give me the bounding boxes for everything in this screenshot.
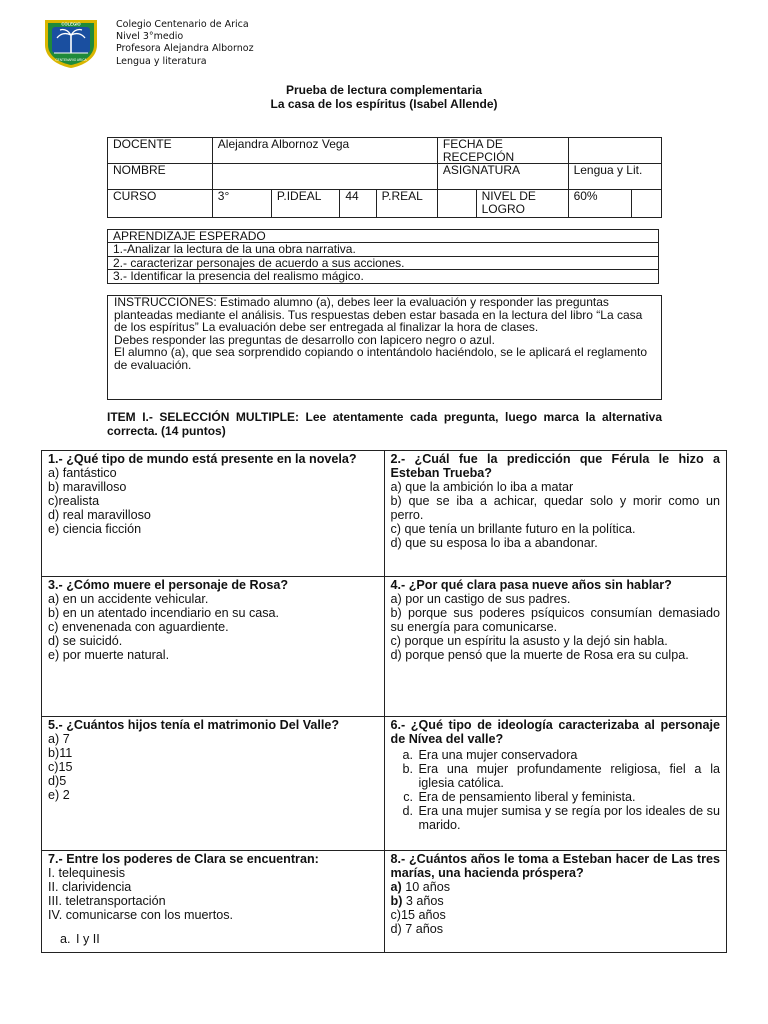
answer-option[interactable] (391, 880, 721, 894)
answer-option[interactable]: b) en un atentado incendiario en su casa. (48, 606, 280, 620)
answer-list (391, 748, 721, 832)
answer-option[interactable]: b) porque sus poderes psíquicos consumían demasiado su energía para comunicarse. (390, 606, 720, 634)
answer-option[interactable]: d)5 (48, 774, 67, 788)
school-subject: Lengua y literatura (116, 55, 207, 67)
asignatura-value: Lengua y Lit. (568, 164, 661, 190)
nombre-value[interactable] (212, 164, 437, 190)
answer-option[interactable]: a. I y II (74, 932, 378, 946)
answer-option[interactable]: c)realista (48, 494, 100, 508)
answer-option[interactable]: c) que tenía un brillante futuro en la política. (390, 522, 636, 536)
question-cell (384, 851, 727, 953)
question-title: 5.- ¿Cuántos hijos tenía el matrimonio Del Valle? (48, 718, 340, 732)
pideal-label: P.IDEAL (271, 190, 339, 218)
nivel-label: NIVEL DE LOGRO (476, 190, 568, 218)
school-teacher: Profesora Alejandra Albornoz (116, 43, 254, 55)
question-cell (42, 577, 385, 717)
answer-option[interactable]: a) por un castigo de sus padres. (390, 592, 571, 606)
question-cell (42, 451, 385, 577)
option-text: 3 años (402, 894, 444, 908)
answer-option[interactable]: a) 7 (48, 732, 70, 746)
curso-value: 3° (212, 190, 271, 218)
school-level: Nivel 3°medio (116, 31, 184, 43)
learning-item: 1.-Analizar la lectura de la una obra narrativa. (108, 243, 659, 256)
item-heading (107, 411, 662, 438)
nivel-blank (631, 190, 661, 218)
answer-option: IV. comunicarse con los muertos. (48, 908, 234, 922)
pideal-value: 44 (340, 190, 376, 218)
nivel-value: 60% (568, 190, 631, 218)
answer-option[interactable]: d) que su esposa lo iba a abandonar. (390, 536, 598, 550)
answer-option: III. teletransportación (48, 894, 166, 908)
instructions-box (107, 295, 662, 400)
learning-item: 2.- caracterizar personajes de acuerdo a sus acciones. (108, 256, 659, 269)
question-title: 6.- ¿Qué tipo de ideología caracterizaba al personaje de Nívea del valle? (390, 718, 720, 746)
option-letter: a) (390, 880, 402, 894)
question-title: 2.- ¿Cuál fue la predicción que Férula le hizo a Esteban Trueba? (390, 452, 720, 480)
question-title: 7.- Entre los poderes de Clara se encuentran: (48, 852, 319, 866)
student-info-table (107, 137, 662, 218)
question-title: 3.- ¿Cómo muere el personaje de Rosa? (48, 578, 289, 592)
answer-option[interactable]: d) 7 años (390, 922, 444, 936)
fecha-value[interactable] (568, 138, 661, 164)
answer-option[interactable]: d) se suicidó. (48, 634, 123, 648)
question-cell (42, 851, 385, 953)
answer-option[interactable]: c)15 (48, 760, 73, 774)
answer-option[interactable]: a) que la ambición lo iba a matar (390, 480, 574, 494)
answer-option[interactable]: e) 2 (48, 788, 70, 802)
learning-item: 3.- Identificar la presencia del realismo mágico. (108, 270, 659, 283)
question-cell (384, 717, 727, 851)
question-cell (384, 577, 727, 717)
question-title: 4.- ¿Por qué clara pasa nueve años sin hablar? (390, 578, 672, 592)
learning-heading: APRENDIZAJE ESPERADO (108, 230, 659, 243)
answer-option[interactable]: b. Era una mujer profundamente religiosa, fiel a la iglesia católica. (417, 762, 721, 790)
answer-option[interactable]: d) real maravilloso (48, 508, 151, 522)
fecha-label: FECHA DE RECEPCIÓN (437, 138, 568, 164)
book-title: La casa de los espíritus (Isabel Allende) (270, 97, 498, 111)
answer-option[interactable]: c. Era de pensamiento liberal y feminista. (417, 790, 721, 804)
school-name: Colegio Centenario de Arica (116, 19, 249, 30)
answer-option[interactable] (391, 894, 721, 908)
answer-option[interactable]: e) ciencia ficción (48, 522, 142, 536)
question-cell (384, 451, 727, 577)
questions-grid (41, 450, 727, 953)
question-cell (42, 717, 385, 851)
answer-option[interactable]: c) porque un espíritu la asusto y la dejó sin habla. (390, 634, 668, 648)
answer-option[interactable]: d. Era una mujer sumisa y se regía por los ideales de su marido. (417, 804, 721, 832)
answer-option: I. telequinesis (48, 866, 126, 880)
answer-option[interactable]: a) en un accidente vehicular. (48, 592, 209, 606)
instructions-text: El alumno (a), que sea sorprendido copiando o intentándolo haciéndolo, se le aplicará el reglamento de evaluación. (114, 345, 648, 372)
docente-value: Alejandra Albornoz Vega (212, 138, 437, 164)
preal-value[interactable] (437, 190, 476, 218)
school-logo (42, 17, 100, 69)
preal-label: P.REAL (376, 190, 437, 218)
nombre-label: NOMBRE (108, 164, 213, 190)
school-header (116, 19, 254, 68)
question-title: 8.- ¿Cuántos años le toma a Esteban hacer de Las tres marías, una hacienda próspera? (390, 852, 720, 880)
answer-option[interactable]: b) que se iba a achicar, quedar solo y morir como un perro. (390, 494, 720, 522)
learning-table (107, 229, 659, 284)
answer-option[interactable]: b)11 (48, 746, 73, 760)
answer-option[interactable]: c) envenenada con aguardiente. (48, 620, 229, 634)
answer-option[interactable]: a. Era una mujer conservadora (417, 748, 721, 762)
svg-text:CENTENARIO ARICA: CENTENARIO ARICA (55, 58, 87, 62)
item-text: Lee atentamente cada pregunta, luego marca la alternativa correcta. (14 puntos) (107, 410, 663, 438)
answer-option[interactable]: d) porque pensó que la muerte de Rosa era su culpa. (390, 648, 689, 662)
item-label: ITEM I.- SELECCIÓN MULTIPLE: (107, 410, 300, 424)
question-title: 1.- ¿Qué tipo de mundo está presente en la novela? (48, 452, 357, 466)
answer-option[interactable]: b) maravilloso (48, 480, 127, 494)
answer-option[interactable]: a) fantástico (48, 466, 117, 480)
asignatura-label: ASIGNATURA (437, 164, 568, 190)
svg-text:COLEGIO: COLEGIO (61, 21, 81, 27)
instructions-text: Debes responder las preguntas de desarrollo con lapicero negro o azul. (114, 332, 495, 347)
answer-list (48, 932, 378, 946)
answer-option: II. clarividencia (48, 880, 132, 894)
docente-label: DOCENTE (108, 138, 213, 164)
test-title: Prueba de lectura complementaria (285, 83, 483, 97)
option-text: 10 años (401, 880, 451, 894)
answer-option[interactable]: c)15 años (390, 908, 446, 922)
option-letter: b) (390, 894, 403, 908)
curso-label: CURSO (108, 190, 213, 218)
instructions-text: INSTRUCCIONES: Estimado alumno (a), debes leer la evaluación y responder las preguntas planteadas mediante el análisis. Tus respuestas deben estar basada en la lectura del libro “La casa de los espíritus” La evaluación debe ser entregada al finalizar la hora de clases. (114, 295, 643, 335)
answer-option[interactable]: e) por muerte natural. (48, 648, 170, 662)
